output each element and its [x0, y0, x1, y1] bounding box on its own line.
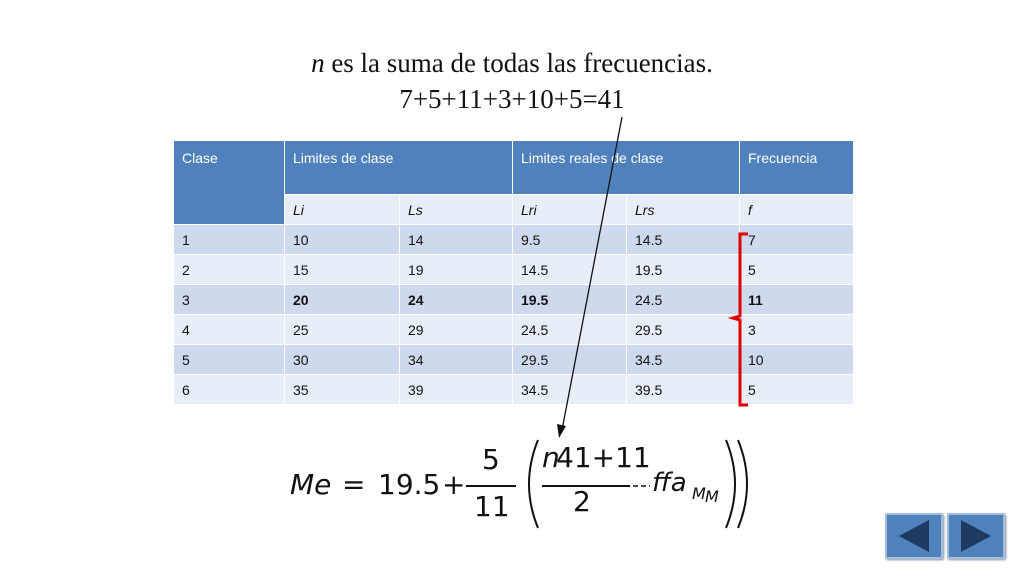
cell-lri: 14.5: [513, 255, 627, 285]
cell-f: 3: [740, 315, 854, 345]
cell-lrs: 14.5: [627, 225, 740, 255]
cell-ls: 19: [400, 255, 513, 285]
red-brace: [733, 234, 748, 405]
cell-clase: 1: [174, 225, 285, 255]
cell-lrs: 19.5: [627, 255, 740, 285]
formula-sub-m: M: [692, 484, 706, 503]
cell-li: 10: [285, 225, 400, 255]
cell-clase: 6: [174, 375, 285, 405]
formula-frac-num: 5: [482, 443, 500, 476]
cell-ls: 39: [400, 375, 513, 405]
header-frecuencia: Frecuencia: [740, 141, 854, 195]
right-triangle-icon: [949, 515, 1003, 557]
formula-sub-m-2: M: [705, 487, 719, 506]
header-limites: Limites de clase: [285, 141, 513, 195]
cell-clase: 4: [174, 315, 285, 345]
formula-left-paren: [529, 440, 538, 528]
cell-lrs: 34.5: [627, 345, 740, 375]
subheader-lrs: Lrs: [627, 195, 740, 225]
cell-lri: 9.5: [513, 225, 627, 255]
cell-lrs: 24.5: [627, 285, 740, 315]
formula-right-paren-2: [738, 440, 747, 528]
cell-f-highlight: 11: [740, 285, 854, 315]
cell-clase: 2: [174, 255, 285, 285]
pointer-arrow-line: [562, 117, 622, 430]
cell-clase: 3: [174, 285, 285, 315]
formula-right-paren-1: [726, 440, 735, 528]
cell-li: 30: [285, 345, 400, 375]
formula-me: Me: [290, 468, 332, 501]
cell-f: 10: [740, 345, 854, 375]
formula-inner-n: n: [542, 441, 560, 474]
cell-lrs: 39.5: [627, 375, 740, 405]
cell-ls: 14: [400, 225, 513, 255]
cell-lri-highlight: 19.5: [513, 285, 627, 315]
subheader-f: f: [740, 195, 854, 225]
cell-lri: 24.5: [513, 315, 627, 345]
cell-li: 15: [285, 255, 400, 285]
formula-inner-den: 2: [573, 485, 591, 518]
pointer-arrow-head: [557, 424, 566, 438]
cell-li: 25: [285, 315, 400, 345]
n-symbol: n: [311, 48, 325, 78]
previous-slide-button[interactable]: [885, 513, 943, 559]
subheader-lri: Lri: [513, 195, 627, 225]
formula-plus: +: [442, 468, 466, 501]
subheader-li: Li: [285, 195, 400, 225]
heading-line-2: 7+5+11+3+10+5=41: [399, 84, 625, 114]
left-triangle-icon: [887, 515, 941, 557]
cell-ls: 29: [400, 315, 513, 345]
header-limites-reales: Limites reales de clase: [513, 141, 740, 195]
cell-f: 5: [740, 255, 854, 285]
next-slide-button[interactable]: [947, 513, 1005, 559]
cell-lri: 29.5: [513, 345, 627, 375]
formula-inner-num: 41+11: [556, 441, 651, 474]
cell-ls-highlight: 24: [400, 285, 513, 315]
cell-ls: 34: [400, 345, 513, 375]
subheader-ls: Ls: [400, 195, 513, 225]
cell-f: 5: [740, 375, 854, 405]
cell-lrs: 29.5: [627, 315, 740, 345]
cell-li: 35: [285, 375, 400, 405]
cell-li-highlight: 20: [285, 285, 400, 315]
cell-clase: 5: [174, 345, 285, 375]
heading-line-1-text: es la suma de todas las frecuencias.: [331, 48, 713, 78]
cell-lri: 34.5: [513, 375, 627, 405]
formula-lri-value: 19.5: [378, 468, 441, 501]
formula-ffa: ffa: [652, 468, 687, 498]
formula-frac-den: 11: [474, 490, 510, 523]
cell-f: 7: [740, 225, 854, 255]
formula-equals: =: [342, 468, 366, 501]
header-clase: Clase: [174, 141, 285, 225]
